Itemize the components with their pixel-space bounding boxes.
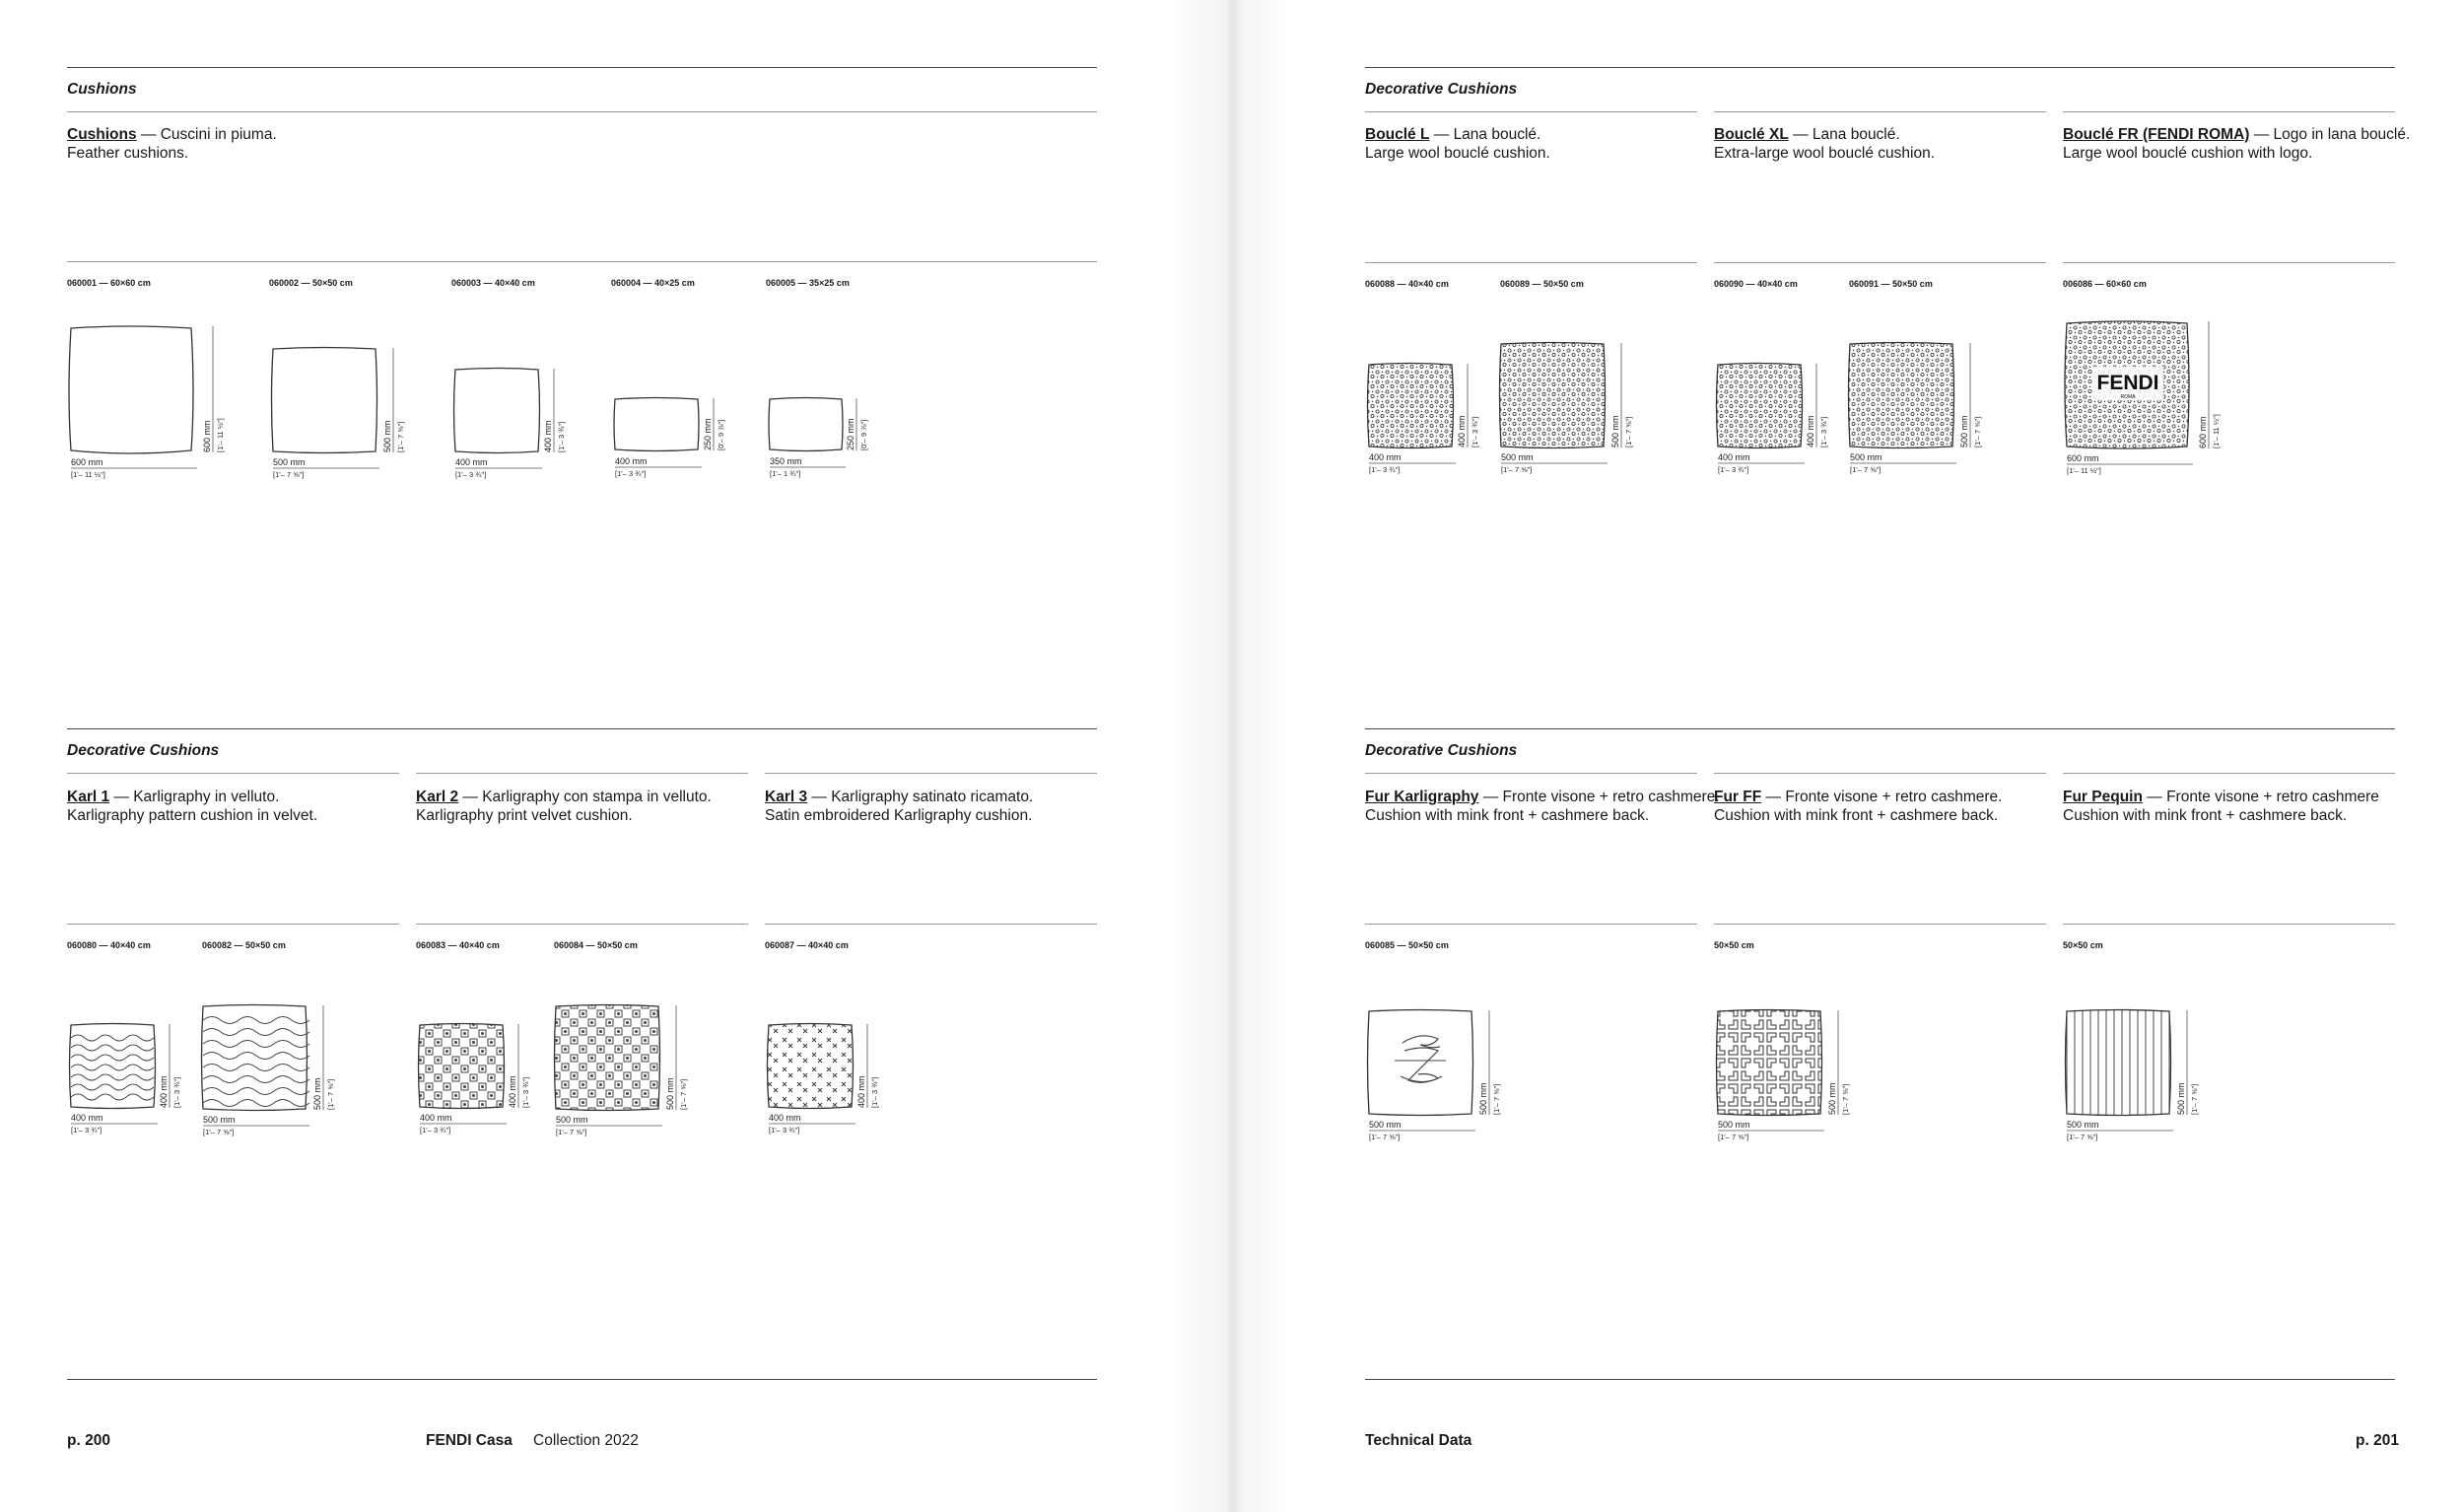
product-name: Fur FF (1714, 789, 1762, 805)
width-in: [1'– 3 ¾"] (1369, 465, 1401, 474)
section-subrule (67, 111, 1097, 112)
column-rule (1365, 773, 1697, 774)
product-code: 060090 — 40×40 cm (1714, 279, 1798, 289)
product-desc-it: — Karligraphy con stampa in velluto. (458, 789, 712, 805)
column-rule (1714, 773, 2046, 774)
right-page (1232, 0, 2463, 1512)
cushion-drawing-060080 (67, 1020, 195, 1143)
width-in: [1'– 3 ¾"] (71, 1126, 103, 1134)
height-in: [1'– 3 ¾"] (1819, 416, 1828, 447)
product-code: 060002 — 50×50 cm (269, 278, 353, 288)
height-mm: 500 mm (382, 420, 392, 452)
width-mm: 500 mm (1369, 1120, 1402, 1130)
sizes-rule (67, 261, 1097, 262)
product-name: Karl 1 (67, 789, 110, 805)
sizes-rule (1365, 924, 1697, 925)
width-mm: 400 mm (1369, 452, 1402, 462)
height-in: [1'– 3 ¾"] (557, 421, 566, 452)
section-label: Technical Data (1365, 1432, 1472, 1449)
product-code: 060091 — 50×50 cm (1849, 279, 1933, 289)
product-desc-en: Feather cushions. (67, 145, 189, 162)
section-rule (67, 67, 1097, 68)
height-in: [1'– 3 ¾"] (521, 1076, 530, 1108)
page-number: p. 200 (67, 1432, 110, 1449)
product-desc-en: Cushion with mink front + cashmere back. (2063, 807, 2348, 824)
cushion-drawing-060089 (1497, 338, 1645, 483)
width-in: [1'– 7 ⅝"] (1501, 465, 1533, 474)
cushion-drawing-060087 (765, 1020, 893, 1143)
height-mm: 400 mm (1806, 415, 1815, 447)
product-description-fur-ff (1714, 788, 2002, 825)
section-title-cushions: Cushions (67, 81, 137, 98)
product-desc-it: — Fronte visone + retro cashmere. (1761, 789, 2003, 805)
product-name: Bouclé XL (1714, 126, 1789, 143)
product-code: 060084 — 50×50 cm (554, 940, 638, 950)
cushion-drawing-060002 (269, 343, 417, 483)
product-description-karl2 (416, 788, 712, 825)
product-desc-en: Karligraphy pattern cushion in velvet. (67, 807, 318, 824)
column-rule (416, 773, 748, 774)
cushion-drawing-060091 (1846, 338, 1994, 483)
height-in: [1'– 3 ¾"] (1471, 416, 1479, 447)
width-in: [1'– 3 ¾"] (615, 469, 647, 478)
cushion-drawing-060003 (451, 365, 589, 483)
sizes-rule (1714, 924, 2046, 925)
product-code: 060003 — 40×40 cm (451, 278, 535, 288)
height-mm: 500 mm (1478, 1082, 1488, 1115)
product-name: Cushions (67, 126, 137, 143)
cushion-drawing-060005 (766, 394, 894, 483)
width-mm: 500 mm (1718, 1120, 1750, 1130)
column-rule (67, 773, 399, 774)
product-code: 060004 — 40×25 cm (611, 278, 695, 288)
product-description-boucle-l (1365, 125, 1550, 163)
cushion-drawing-006086 (2063, 315, 2230, 483)
product-name: Bouclé L (1365, 126, 1430, 143)
sizes-rule (2063, 924, 2395, 925)
width-mm: 400 mm (769, 1113, 801, 1123)
product-desc-it: — Karligraphy satinato ricamato. (807, 789, 1034, 805)
product-desc-it: — Karligraphy in velluto. (109, 789, 280, 805)
product-description-cushions (67, 125, 277, 163)
section-rule (67, 728, 1097, 729)
width-in: [1'– 7 ⅝"] (1718, 1133, 1749, 1141)
height-mm: 500 mm (1959, 415, 1969, 447)
column-rule (2063, 773, 2395, 774)
width-mm: 400 mm (455, 457, 488, 467)
product-description-karl3 (765, 788, 1033, 825)
product-desc-en: Large wool bouclé cushion with logo. (2063, 145, 2313, 162)
product-code: 060082 — 50×50 cm (202, 940, 286, 950)
width-mm: 500 mm (2067, 1120, 2099, 1130)
product-description-karl1 (67, 788, 317, 825)
product-description-boucle-xl (1714, 125, 1935, 163)
height-mm: 400 mm (508, 1075, 517, 1108)
product-name: Bouclé FR (FENDI ROMA) (2063, 126, 2250, 143)
sizes-rule (416, 924, 748, 925)
height-in: [1'– 7 ⅝"] (1973, 416, 1982, 447)
height-in: [1'– 7 ⅝"] (1624, 416, 1633, 447)
product-code: 060085 — 50×50 cm (1365, 940, 1449, 950)
height-in: [0'– 9 ⅞"] (717, 419, 725, 450)
height-mm: 600 mm (2198, 416, 2208, 448)
width-mm: 400 mm (71, 1113, 103, 1123)
product-description-boucle-fr (2063, 125, 2410, 163)
cushion-drawing-fur-pequin (2063, 1005, 2211, 1148)
cushion-drawing-fur-ff (1714, 1005, 1862, 1148)
product-description-fur-pequin (2063, 788, 2379, 825)
height-mm: 500 mm (1610, 415, 1620, 447)
height-mm: 600 mm (202, 420, 212, 452)
width-in: [1'– 3 ¾"] (769, 1126, 800, 1134)
height-mm: 400 mm (1457, 415, 1467, 447)
product-code: 006086 — 60×60 cm (2063, 279, 2147, 289)
height-in: [1'– 7 ⅝"] (1492, 1083, 1501, 1115)
product-code: 060087 — 40×40 cm (765, 940, 849, 950)
width-in: [1'– 1 ¾"] (770, 469, 801, 478)
height-mm: 400 mm (543, 420, 553, 452)
column-rule (1365, 111, 1697, 112)
width-mm: 600 mm (71, 457, 103, 467)
cushion-drawing-060085 (1365, 1005, 1513, 1148)
page-number: p. 201 (2356, 1432, 2399, 1449)
product-name: Fur Karligraphy (1365, 789, 1479, 805)
height-mm: 500 mm (2176, 1082, 2186, 1115)
roma-logo: ROMA (2120, 394, 2136, 400)
section-title-fur: Decorative Cushions (1365, 742, 1518, 759)
width-mm: 500 mm (273, 457, 306, 467)
product-desc-en: Large wool bouclé cushion. (1365, 145, 1550, 162)
product-desc-en: Cushion with mink front + cashmere back. (1714, 807, 1999, 824)
section-title-decorative: Decorative Cushions (67, 742, 220, 759)
height-in: [1'– 3 ¾"] (172, 1076, 181, 1108)
section-rule (1365, 67, 2395, 68)
width-in: [1'– 3 ¾"] (455, 470, 487, 479)
product-desc-en: Cushion with mink front + cashmere back. (1365, 807, 1650, 824)
product-desc-it: — Lana bouclé. (1788, 126, 1900, 143)
footer-rule (1365, 1379, 2395, 1380)
cushion-drawing-060088 (1365, 360, 1493, 483)
product-desc-it: — Logo in lana bouclé. (2249, 126, 2411, 143)
width-mm: 400 mm (615, 456, 648, 466)
product-code: 060089 — 50×50 cm (1500, 279, 1584, 289)
height-in: [1'– 11 ½"] (2212, 414, 2221, 448)
width-mm: 500 mm (556, 1115, 588, 1125)
product-code: 50×50 cm (1714, 940, 1754, 950)
product-code: 060001 — 60×60 cm (67, 278, 151, 288)
product-desc-it: — Lana bouclé. (1429, 126, 1541, 143)
cushion-drawing-060082 (199, 1000, 347, 1143)
height-in: [1'– 7 ⅝"] (679, 1078, 688, 1110)
width-mm: 500 mm (203, 1115, 236, 1125)
footer-rule (67, 1379, 1097, 1380)
product-name: Karl 3 (765, 789, 808, 805)
product-name: Fur Pequin (2063, 789, 2143, 805)
height-mm: 500 mm (1827, 1082, 1837, 1115)
column-rule (2063, 111, 2395, 112)
karligraphy-monogram (1395, 1036, 1446, 1082)
width-mm: 350 mm (770, 456, 802, 466)
sizes-rule (2063, 262, 2395, 263)
section-rule (1365, 728, 2395, 729)
width-in: [1'– 7 ⅝"] (203, 1128, 235, 1136)
width-in: [1'– 7 ⅝"] (2067, 1133, 2098, 1141)
brand-name: FENDI Casa (426, 1432, 513, 1449)
product-desc-it: — Fronte visone + retro cashmere (2142, 789, 2379, 805)
width-in: [1'– 7 ⅝"] (273, 470, 305, 479)
width-mm: 600 mm (2067, 453, 2099, 463)
width-in: [1'– 3 ¾"] (420, 1126, 451, 1134)
collection-name: Collection 2022 (533, 1432, 639, 1449)
section-title-boucle: Decorative Cushions (1365, 81, 1518, 98)
product-description-fur-karligraphy (1365, 788, 1720, 825)
product-code: 060083 — 40×40 cm (416, 940, 500, 950)
width-mm: 400 mm (420, 1113, 452, 1123)
product-code: 060005 — 35×25 cm (766, 278, 850, 288)
height-mm: 400 mm (856, 1075, 866, 1108)
width-in: [1'– 3 ¾"] (1718, 465, 1749, 474)
width-in: [1'– 7 ⅝"] (556, 1128, 587, 1136)
cushion-drawing-060084 (552, 1000, 700, 1143)
column-rule (765, 773, 1097, 774)
height-mm: 400 mm (159, 1075, 169, 1108)
height-in: [1'– 7 ⅝"] (2190, 1083, 2199, 1115)
width-in: [1'– 7 ⅝"] (1369, 1133, 1401, 1141)
product-name: Karl 2 (416, 789, 459, 805)
height-in: [1'– 11 ½"] (216, 418, 225, 452)
product-desc-en: Extra-large wool bouclé cushion. (1714, 145, 1936, 162)
product-code: 060088 — 40×40 cm (1365, 279, 1449, 289)
sizes-rule (1714, 262, 2046, 263)
product-desc-it: — Fronte visone + retro cashmere. (1478, 789, 1720, 805)
cushion-drawing-060090 (1714, 360, 1842, 483)
height-in: [1'– 7 ⅝"] (326, 1078, 335, 1110)
width-in: [1'– 11 ½"] (2067, 466, 2101, 475)
height-in: [0'– 9 ⅞"] (859, 419, 868, 450)
sizes-rule (67, 924, 399, 925)
cushion-drawing-060083 (416, 1020, 544, 1143)
height-in: [1'– 3 ¾"] (870, 1076, 879, 1108)
height-mm: 250 mm (846, 418, 855, 450)
cushion-drawing-060001 (67, 320, 235, 483)
sizes-rule (765, 924, 1097, 925)
column-rule (1714, 111, 2046, 112)
width-mm: 500 mm (1501, 452, 1534, 462)
width-in: [1'– 7 ⅝"] (1850, 465, 1881, 474)
height-mm: 500 mm (312, 1077, 322, 1110)
width-mm: 400 mm (1718, 452, 1750, 462)
height-mm: 500 mm (665, 1077, 675, 1110)
sizes-rule (1365, 262, 1697, 263)
product-code: 50×50 cm (2063, 940, 2103, 950)
product-code: 060080 — 40×40 cm (67, 940, 151, 950)
height-in: [1'– 7 ⅝"] (1841, 1083, 1850, 1115)
fendi-logo: FENDI (2096, 372, 2159, 394)
cushion-drawing-060004 (611, 394, 749, 483)
height-in: [1'– 7 ⅝"] (396, 421, 405, 452)
product-desc-en: Satin embroidered Karligraphy cushion. (765, 807, 1033, 824)
product-desc-en: Karligraphy print velvet cushion. (416, 807, 633, 824)
width-in: [1'– 11 ½"] (71, 470, 105, 479)
product-desc-it: — Cuscini in piuma. (136, 126, 277, 143)
height-mm: 250 mm (703, 418, 713, 450)
width-mm: 500 mm (1850, 452, 1882, 462)
